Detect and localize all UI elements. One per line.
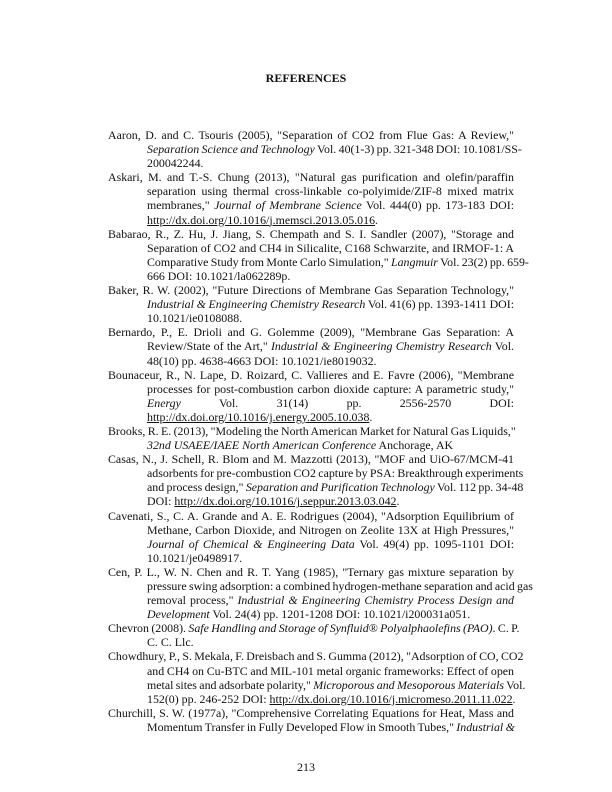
reference-text: Separation of CO2 and CH4 in Silicalite, C168 Schwarzite, and IRMOF-1: A	[147, 240, 514, 255]
page-number: 213	[297, 760, 315, 774]
reference-source-title: Development	[147, 607, 210, 622]
reference-text: metal sites and adsorbate polarity,"	[147, 677, 314, 692]
reference-text: Vol. 49(4) pp. 1095-1101 DOI:	[354, 536, 515, 551]
reference-entry	[108, 128, 522, 171]
reference-text: Momentum Transfer in Fully Developed Flow in Smooth Tubes,"	[147, 719, 457, 734]
reference-source-title: Energy	[147, 395, 181, 410]
reference-entry	[108, 283, 514, 325]
reference-line	[108, 607, 514, 621]
reference-text: Casas, N., J. Schell, R. Blom and M. Mazzotti (2013), "MOF and UiO-67/MCM-41	[108, 452, 514, 467]
reference-text: Aaron, D. and C. Tsouris (2005), "Separation of CO2 from Flue Gas: A Review,"	[108, 128, 514, 142]
reference-line	[108, 480, 524, 495]
reference-line	[108, 241, 514, 255]
reference-source-title: Industrial & Engineering Chemistry Research	[270, 339, 492, 354]
reference-line	[108, 452, 514, 466]
reference-line	[108, 706, 514, 720]
reference-text: Bernardo, P., E. Drioli and G. Golemme (2009), "Membrane Gas Separation: A	[108, 325, 514, 340]
reference-source-title: Separation and Purification Technology	[245, 480, 435, 495]
reference-text: .	[369, 409, 373, 424]
reference-text: Review/State of the Art,"	[147, 339, 271, 354]
reference-text: Vol. 40(1-3) pp. 321-348 DOI: 10.1081/SS-	[314, 142, 522, 157]
reference-text: .	[396, 494, 400, 509]
reference-text: Vol. 41(6) pp. 1393-1411 DOI:	[365, 297, 515, 312]
reference-entry	[108, 226, 529, 283]
reference-text: Askari, M. and T.-S. Chung (2013), "Natural gas purification and olefin/paraffin	[108, 170, 514, 185]
reference-line	[108, 649, 524, 664]
reference-line	[108, 692, 514, 706]
reference-source-title: Journal of Membrane Science	[214, 198, 362, 213]
reference-line	[108, 410, 514, 424]
reference-text: 666 DOI: 10.1021/la062289p.	[147, 268, 291, 283]
reference-text: removal process,"	[147, 593, 238, 608]
reference-line	[108, 311, 514, 325]
reference-text: .	[375, 212, 378, 227]
reference-text: membranes,"	[147, 198, 215, 213]
reference-text: Anchorage, AK	[376, 438, 454, 453]
reference-entry	[108, 621, 520, 650]
reference-text: Vol. 23(2) pp. 659-	[437, 254, 529, 269]
reference-text: Vol. 444(0) pp. 173-183 DOI:	[361, 198, 514, 213]
reference-line	[108, 579, 533, 593]
reference-text: Comparative Study from Monte Carlo Simulation,"	[147, 254, 391, 269]
reference-text: pressure swing adsorption: a combined hydrogen-methane separation and acid gas	[147, 579, 533, 593]
reference-line	[108, 565, 514, 579]
reference-text: Bounaceur, R., N. Lape, D. Roizard, C. Vallieres and E. Favre (2006), "Membrane	[108, 367, 514, 382]
reference-line	[108, 677, 526, 692]
doi-link[interactable]: http://dx.doi.org/10.1016/j.memsci.2013.05.016	[147, 212, 376, 227]
reference-line	[108, 424, 514, 438]
reference-line	[108, 635, 514, 649]
reference-line	[108, 339, 514, 353]
reference-text: Vol.	[491, 339, 515, 354]
reference-line	[108, 325, 514, 339]
reference-entry	[108, 424, 514, 452]
reference-text: Chowdhury, P., S. Mekala, F. Dreisbach and S. Gumma (2012), "Adsorption of CO, CO2	[108, 649, 524, 664]
reference-text: Cavenati, S., C. A. Grande and A. E. Rodrigues (2004), "Adsorption Equilibrium of	[108, 508, 514, 523]
reference-entry	[108, 649, 526, 706]
reference-line	[108, 354, 514, 368]
reference-line	[108, 184, 514, 198]
reference-text: DOI:	[147, 494, 175, 509]
reference-text: Chevron (2008).	[108, 621, 189, 636]
reference-entry	[108, 368, 514, 424]
reference-line	[108, 283, 514, 297]
reference-line	[108, 198, 514, 212]
reference-list	[108, 128, 533, 734]
reference-text: Baker, R. W. (2002), "Future Directions of Membrane Gas Separation Technology,"	[108, 283, 514, 298]
reference-source-title: Industrial & Engineering Chemistry Research	[147, 297, 366, 312]
reference-source-title: 32nd USAEE/IAEE North American Conference	[147, 438, 377, 453]
reference-source-title: Industrial &	[456, 719, 515, 734]
reference-source-title: Industrial & Engineering Chemistry Process Design and	[237, 593, 514, 608]
reference-line	[108, 466, 524, 481]
doi-link[interactable]: http://dx.doi.org/10.1016/j.energy.2005.10.038	[147, 409, 370, 424]
page-title: REFERENCES	[265, 71, 347, 85]
reference-line	[108, 664, 514, 678]
reference-line	[108, 142, 522, 157]
doi-link[interactable]: http://dx.doi.org/10.1016/j.micromeso.2011.11.022	[269, 691, 513, 706]
reference-source-title: Separation Science and Technology	[147, 142, 315, 157]
reference-text: Methane, Carbon Dioxide, and Nitrogen on Zeolite 13X at High Pressures,"	[147, 522, 514, 537]
reference-text: and CH4 on Cu-BTC and MIL-101 metal organic frameworks: Effect of open	[147, 663, 514, 678]
reference-text: 200042244.	[147, 156, 204, 171]
reference-line	[108, 297, 514, 311]
reference-line	[108, 621, 520, 636]
reference-source-title: Langmuir	[391, 254, 438, 269]
reference-source-title: Safe Handling and Storage of Synfluid® Polyalphaolefins (PAO)	[188, 621, 493, 636]
reference-line	[108, 551, 514, 565]
reference-line	[108, 593, 514, 607]
reference-text: Vol. 31(14) pp. 2556-2570 DOI:	[180, 395, 514, 410]
reference-line	[108, 509, 514, 523]
reference-entry	[108, 170, 514, 226]
reference-text: adsorbents for pre-combustion CO2 capture by PSA: Breakthrough experiments	[147, 466, 524, 481]
reference-text: Churchill, S. W. (1977a), "Comprehensive Correlating Equations for Heat, Mass and	[108, 705, 514, 720]
reference-line	[108, 720, 514, 734]
reference-text: processes for post-combustion carbon dioxide capture: A parametric study,"	[147, 381, 514, 396]
reference-source-title: Journal of Chemical & Engineering Data	[147, 536, 355, 551]
reference-line	[108, 396, 514, 410]
reference-text: Cen, P. L., W. N. Chen and R. T. Yang (1985), "Ternary gas mixture separation by	[108, 564, 514, 579]
reference-text: 152(0) pp. 246-252 DOI:	[147, 691, 270, 706]
reference-line	[108, 227, 514, 241]
reference-entry	[108, 325, 514, 367]
reference-line	[108, 254, 529, 269]
reference-text: Babarao, R., Z. Hu, J. Jiang, S. Chempath and S. I. Sandler (2007), "Storage and	[108, 226, 514, 241]
reference-text: 48(10) pp. 4638-4663 DOI: 10.1021/ie8019032.	[147, 353, 377, 368]
reference-text: 10.1021/je0498917.	[147, 550, 243, 565]
reference-entry	[108, 706, 514, 734]
reference-text: Vol. 24(4) pp. 1201-1208 DOI: 10.1021/i200031a051.	[209, 607, 471, 622]
reference-text: Brooks, R. E. (2013), "Modeling the North American Market for Natural Gas Liquids,"	[108, 423, 516, 438]
reference-line	[108, 494, 514, 508]
reference-line	[108, 213, 514, 227]
reference-line	[108, 368, 514, 382]
reference-line	[108, 537, 514, 551]
reference-text: separation using thermal cross-linkable co-polyimide/ZIF-8 mixed matrix	[147, 184, 514, 199]
reference-text: Vol. 112 pp. 34-48	[434, 480, 524, 495]
reference-text: .	[512, 691, 516, 706]
reference-text: 10.1021/ie0108088.	[147, 311, 243, 326]
reference-text: C. C. Llc.	[147, 635, 194, 650]
reference-line	[108, 156, 514, 170]
reference-line	[108, 128, 514, 142]
reference-line	[108, 170, 514, 184]
reference-entry	[108, 564, 533, 622]
reference-entry	[108, 509, 514, 565]
reference-source-title: Microporous and Mesoporous Materials	[313, 677, 504, 692]
reference-line	[108, 269, 514, 283]
reference-text: Vol.	[503, 677, 526, 692]
reference-line	[108, 438, 514, 452]
reference-entry	[108, 452, 524, 509]
reference-line	[108, 382, 514, 396]
reference-text: and process design,"	[147, 480, 246, 495]
reference-text: . C. P.	[492, 621, 520, 636]
reference-line	[108, 523, 514, 537]
doi-link[interactable]: http://dx.doi.org/10.1016/j.seppur.2013.03.042	[174, 494, 397, 509]
